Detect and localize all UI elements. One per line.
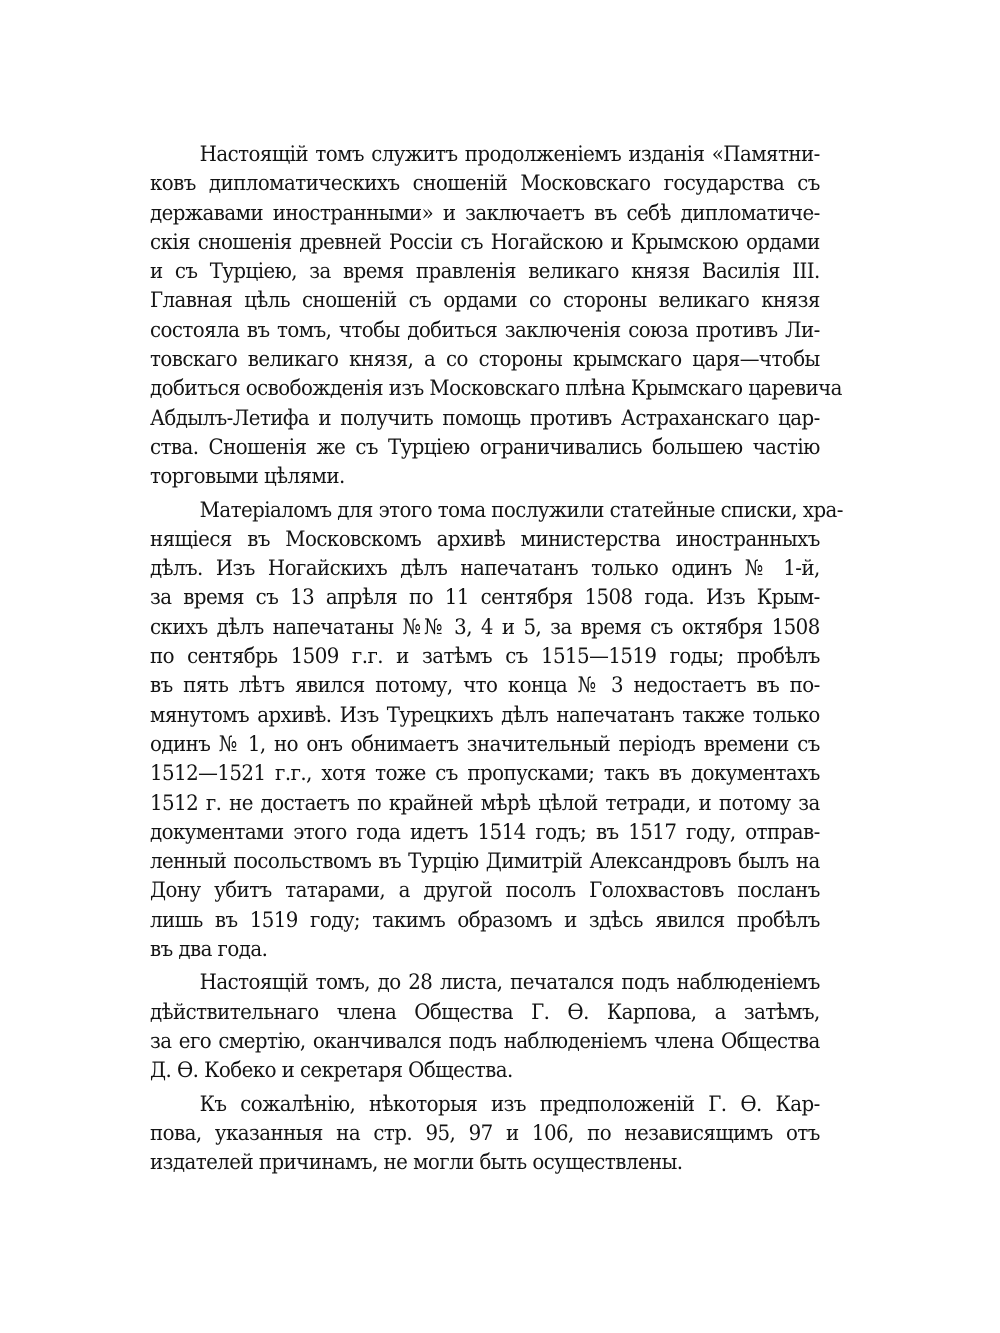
text-line: Настоящій томъ служитъ продолженіемъ изданія «Памятни- [199, 142, 820, 167]
text-line: Настоящій томъ, до 28 листа, печатался подъ наблюденіемъ [199, 970, 820, 996]
text-line: дѣлъ. Изъ Ногайскихъ дѣлъ напечатанъ только одинъ № 1-й, [150, 556, 820, 582]
text-line: за его смертію, оканчивался подъ наблюденіемъ члена Общества [150, 1028, 820, 1054]
body-text [150, 140, 843, 1177]
text-line: за время съ 13 апрѣля по 11 сентября 1508 года. Изъ Крым- [150, 585, 820, 611]
text-line: скихъ дѣлъ напечатаны №№ 3, 4 и 5, за время съ октября 1508 [150, 614, 820, 640]
text-line: Д. Ѳ. Кобеко и секретаря Общества. [150, 1058, 513, 1084]
text-line: торговыми цѣлями. [150, 464, 345, 490]
text-line: ства. Сношенія же съ Турціею ограничивались большею частію [150, 434, 820, 460]
text-line: Абдылъ-Летифа и получить помощь противъ Астраханскаго цар- [150, 405, 820, 431]
text-line: Главная цѣль сношеній съ ордами со стороны великаго князя [150, 288, 820, 314]
text-line: издателей причинамъ, не могли быть осуществлены. [150, 1150, 683, 1176]
paragraph-2 [150, 496, 843, 965]
text-line: дѣйствительнаго члена Общества Г. Ѳ. Карпова, а затѣмъ, [150, 999, 820, 1025]
paragraph-1 [150, 140, 842, 492]
text-line: одинъ № 1, но онъ обнимаетъ значительный періодъ времени съ [150, 731, 820, 757]
text-line: товскаго великаго князя, а со стороны крымскаго царя—чтобы [150, 347, 820, 373]
text-line: пова, указанныя на стр. 95, 97 и 106, по независящимъ отъ [150, 1120, 820, 1146]
text-line: въ два года. [150, 937, 268, 963]
paragraph-3 [150, 968, 820, 1085]
paragraph-4 [150, 1090, 820, 1178]
text-line: 1512 г. не достаетъ по крайней мѣрѣ цѣлой тетради, и потому за [150, 790, 820, 816]
text-line: ленный посольствомъ въ Турцію Димитрій Александровъ былъ на [150, 849, 820, 875]
text-line: и съ Турціею, за время правленія великаго князя Василія III. [150, 259, 820, 285]
text-line: Матеріаломъ для этого тома послужили статейные списки, хра- [199, 497, 843, 523]
text-line: по сентябрь 1509 г.г. и затѣмъ съ 1515—1519 годы; пробѣлъ [150, 644, 820, 670]
text-line: скія сношенія древней Россіи съ Ногайскою и Крымскою ордами [150, 229, 820, 255]
text-line: документами этого года идетъ 1514 годъ; въ 1517 году, отправ- [150, 819, 820, 845]
text-line: Къ сожалѣнію, нѣкоторыя изъ предположеній Г. Ѳ. Кар- [199, 1091, 820, 1117]
text-line: мянутомъ архивѣ. Изъ Турецкихъ дѣлъ напечатанъ также только [150, 702, 820, 728]
text-line: въ пять лѣтъ явился потому, что конца № 3 недостаетъ въ по- [150, 673, 820, 699]
text-line: добиться освобожденія изъ Московскаго плѣна Крымскаго царевича [150, 376, 842, 402]
text-line: 1512—1521 г.г., хотя тоже съ пропусками; такъ въ документахъ [150, 761, 820, 787]
text-line: состояла въ томъ, чтобы добиться заключенія союза противъ Ли- [150, 317, 820, 343]
text-line: лишь въ 1519 году; такимъ образомъ и здѣсь явился пробѣлъ [150, 907, 820, 933]
text-line: Дону убитъ татарами, а другой посолъ Голохвастовъ посланъ [150, 878, 820, 904]
text-line: ковъ дипломатическихъ сношеній Московскаго государства съ [150, 171, 820, 197]
text-line: нящіеся въ Московскомъ архивѣ министерства иностранныхъ [150, 526, 820, 552]
text-line: державами иностранными» и заключаетъ въ себѣ дипломатиче- [150, 200, 820, 226]
